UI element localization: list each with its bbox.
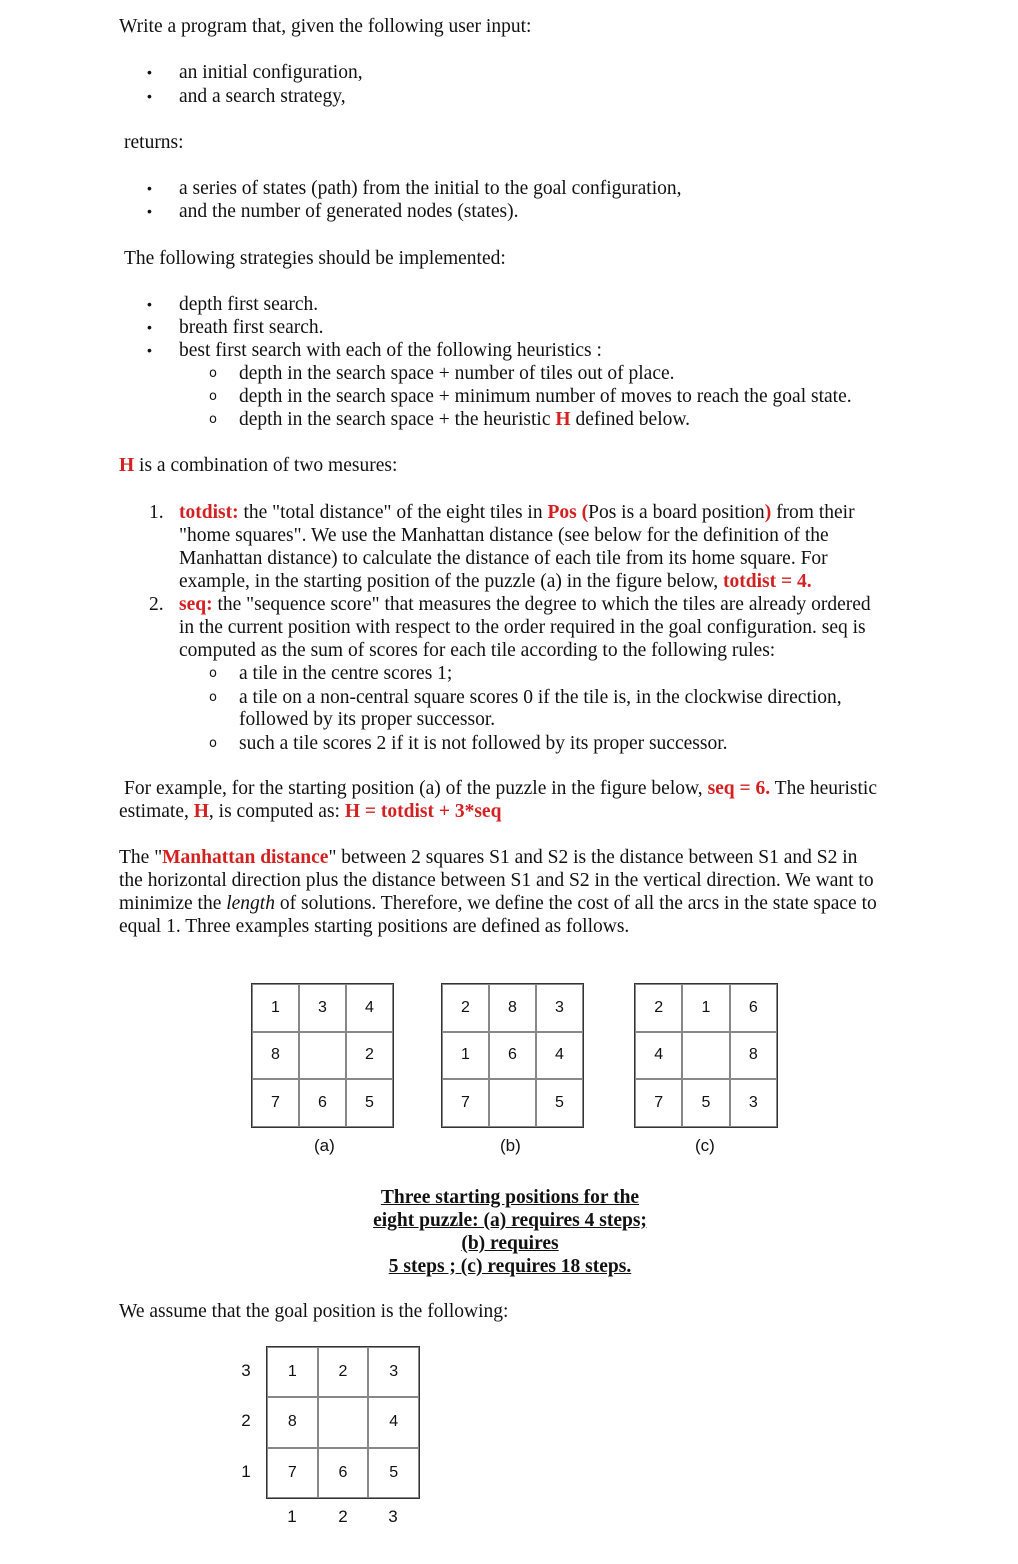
puzzle-tile: 4 — [346, 984, 393, 1032]
circle-bullet-icon: o — [209, 389, 217, 404]
puzzle-tile: 2 — [442, 984, 489, 1032]
puzzle-tile: 3 — [730, 1079, 777, 1127]
puzzle-tile: 8 — [267, 1397, 318, 1447]
puzzle-tile: 6 — [489, 1032, 536, 1080]
puzzle-tile: 2 — [318, 1347, 369, 1397]
totdist-line: example, in the starting position of the puzzle (a) in the figure below, totdist = 4. — [179, 571, 812, 592]
puzzle-tile: 5 — [346, 1079, 393, 1127]
strategy-item: depth first search. — [179, 294, 319, 315]
puzzle-tile: 7 — [635, 1079, 682, 1127]
puzzle-tile: 2 — [635, 984, 682, 1032]
circle-bullet-icon: o — [209, 412, 217, 427]
col-label: 2 — [338, 1507, 348, 1526]
puzzle-tile: 7 — [442, 1079, 489, 1127]
puzzle-tile: 4 — [635, 1032, 682, 1080]
puzzle-tile: 5 — [368, 1448, 419, 1498]
figure-caption: 5 steps ; (c) requires 18 steps. — [388, 1256, 632, 1277]
puzzle-grid-a — [251, 983, 394, 1128]
totdist-line: totdist: the "total distance" of the eight tiles in Pos (Pos is a board position) from their — [179, 502, 855, 523]
input-item: and a search strategy, — [179, 86, 346, 107]
return-item: and the number of generated nodes (states). — [179, 201, 519, 222]
intro-text: Write a program that, given the following user input: — [119, 16, 532, 37]
strategy-item: breath first search. — [179, 317, 324, 338]
puzzle-tile: 7 — [252, 1079, 299, 1127]
input-item: an initial configuration, — [179, 62, 363, 83]
seq-rule: such a tile scores 2 if it is not followed by its proper successor. — [239, 733, 728, 754]
manhattan-line: equal 1. Three examples starting positions are defined as follows. — [119, 916, 630, 937]
puzzle-tile — [682, 1032, 729, 1080]
seq-line: computed as the sum of scores for each tile according to the following rules: — [179, 640, 776, 661]
circle-bullet-icon: o — [209, 736, 217, 751]
bullet-icon: • — [147, 342, 152, 358]
strategy-item: best first search with each of the following heuristics : — [179, 340, 602, 361]
bullet-icon: • — [147, 296, 152, 312]
bullet-icon: • — [147, 203, 152, 219]
heuristic-item: depth in the search space + the heuristic H defined below. — [239, 409, 691, 430]
puzzle-label: (b) — [500, 1136, 521, 1155]
puzzle-tile: 7 — [267, 1448, 318, 1498]
totdist-line: Manhattan distance) to calculate the distance of each tile from its home square. For — [179, 548, 828, 569]
row-label: 1 — [241, 1462, 251, 1481]
puzzle-tile: 5 — [682, 1079, 729, 1127]
col-label: 1 — [287, 1507, 297, 1526]
puzzle-tile: 3 — [368, 1347, 419, 1397]
puzzle-tile — [318, 1397, 369, 1447]
puzzle-tile: 1 — [252, 984, 299, 1032]
puzzle-tile: 6 — [730, 984, 777, 1032]
row-label: 2 — [241, 1411, 251, 1430]
puzzle-label: (c) — [695, 1136, 715, 1155]
row-label: 3 — [241, 1361, 251, 1380]
puzzle-tile: 1 — [267, 1347, 318, 1397]
manhattan-line: The "Manhattan distance" between 2 squares S1 and S2 is the distance between S1 and S2 in — [119, 847, 858, 868]
puzzle-grid-c — [634, 983, 778, 1128]
puzzle-tile: 8 — [252, 1032, 299, 1080]
puzzle-tile: 6 — [299, 1079, 346, 1127]
figure-caption: (b) requires — [461, 1233, 559, 1254]
goal-grid — [266, 1346, 420, 1499]
example-line: estimate, H, is computed as: H = totdist + 3*seq — [119, 801, 502, 822]
puzzle-tile: 6 — [318, 1448, 369, 1498]
bullet-icon: • — [147, 64, 152, 80]
strategies-intro: The following strategies should be implemented: — [124, 248, 506, 269]
figure-caption: eight puzzle: (a) requires 4 steps; — [373, 1210, 647, 1231]
totdist-line: "home squares". We use the Manhattan distance (see below for the definition of the — [179, 525, 829, 546]
puzzle-tile: 4 — [536, 1032, 583, 1080]
circle-bullet-icon: o — [209, 366, 217, 381]
heuristic-item: depth in the search space + minimum number of moves to reach the goal state. — [239, 386, 852, 407]
list-number: 2. — [149, 594, 164, 615]
seq-rule: a tile in the centre scores 1; — [239, 663, 453, 684]
puzzle-tile: 2 — [346, 1032, 393, 1080]
puzzle-tile: 5 — [536, 1079, 583, 1127]
manhattan-line: the horizontal direction plus the distance between S1 and S2 in the vertical direction. We want to — [119, 870, 874, 891]
puzzle-tile: 3 — [536, 984, 583, 1032]
circle-bullet-icon: o — [209, 666, 217, 681]
col-label: 3 — [388, 1507, 398, 1526]
return-item: a series of states (path) from the initial to the goal configuration, — [179, 178, 682, 199]
puzzle-tile: 8 — [489, 984, 536, 1032]
h-definition: H is a combination of two mesures: — [119, 455, 398, 476]
puzzle-grid-b — [441, 983, 584, 1128]
puzzle-tile: 4 — [368, 1397, 419, 1447]
seq-rule: followed by its proper successor. — [239, 709, 496, 730]
example-line: For example, for the starting position (a) of the puzzle in the figure below, seq = 6. The heuristic — [124, 778, 878, 799]
circle-bullet-icon: o — [209, 690, 217, 705]
figure-caption: Three starting positions for the — [380, 1187, 640, 1208]
bullet-icon: • — [147, 319, 152, 335]
list-number: 1. — [149, 502, 164, 523]
returns-label: returns: — [124, 132, 184, 153]
puzzle-tile — [299, 1032, 346, 1080]
heuristic-item: depth in the search space + number of tiles out of place. — [239, 363, 675, 384]
puzzle-tile — [489, 1079, 536, 1127]
puzzle-label: (a) — [314, 1136, 335, 1155]
seq-line: seq: the "sequence score" that measures the degree to which the tiles are already ordered — [179, 594, 871, 615]
bullet-icon: • — [147, 88, 152, 104]
seq-line: in the current position with respect to the order required in the goal configuration. seq is — [179, 617, 866, 638]
seq-rule: a tile on a non-central square scores 0 if the tile is, in the clockwise direction, — [239, 687, 842, 708]
puzzle-tile: 8 — [730, 1032, 777, 1080]
puzzle-tile: 3 — [299, 984, 346, 1032]
puzzle-tile: 1 — [682, 984, 729, 1032]
goal-intro: We assume that the goal position is the following: — [119, 1301, 509, 1322]
puzzle-tile: 1 — [442, 1032, 489, 1080]
bullet-icon: • — [147, 180, 152, 196]
manhattan-line: minimize the length of solutions. Therefore, we define the cost of all the arcs in the state space to — [119, 893, 877, 914]
